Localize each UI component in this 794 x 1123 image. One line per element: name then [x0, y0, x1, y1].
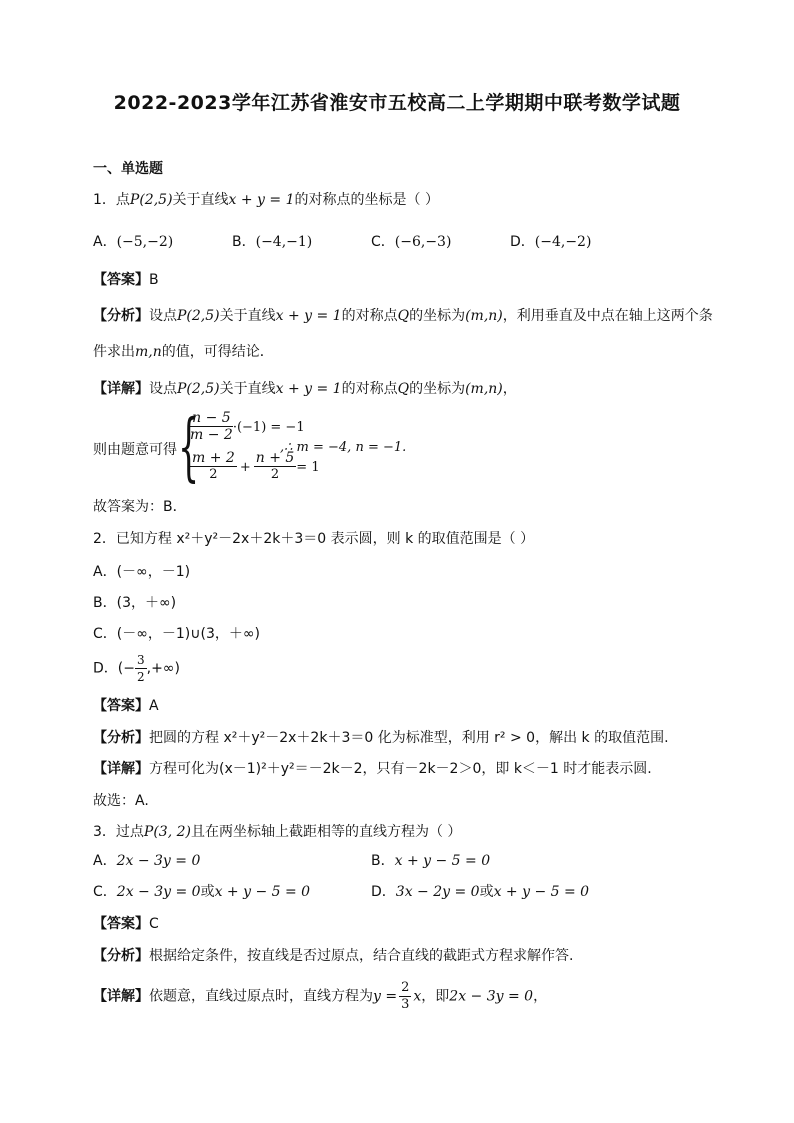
question-2-stem: 2．已知方程 x²＋y²－2x＋2k＋3＝0 表示圆，则 k 的取值范围是（ ）: [93, 531, 535, 547]
q3-analysis: 【分析】根据给定条件，按直线是否过原点，结合直线的截距式方程求解作答.: [93, 948, 574, 964]
q3-option-d: D．3x − 2y = 0或x + y − 5 = 0: [371, 884, 590, 900]
q1-option-b: B．(−4,−1): [232, 234, 313, 250]
analysis-tag: 【分析】: [93, 948, 149, 964]
q2-option-a: A．(－∞，－1): [93, 564, 191, 580]
answer-tag: 【答案】: [93, 698, 149, 714]
q3-detail: 【详解】依题意，直线过原点时，直线方程为y = $\frac{2}{3}$ x，即2x − 3y = 0，: [93, 980, 548, 1012]
q1-analysis-line2: 件求出m,n的值，可得结论．: [93, 344, 274, 360]
q2-detail: 【详解】方程可化为(x－1)²＋y²＝－2k－2，只有－2k－2＞0，即 k＜－1 时才能表示圆.: [93, 761, 652, 777]
q2-conclusion: 故选：A.: [93, 793, 149, 809]
q2-answer: 【答案】A: [93, 698, 159, 714]
detail-tag: 【详解】: [93, 761, 149, 777]
q2-option-b: B．(3，＋∞): [93, 595, 177, 611]
question-3-stem: 3．过点P(3, 2)且在两坐标轴上截距相等的直线方程为（ ）: [93, 824, 462, 840]
detail-tag: 【详解】: [93, 381, 149, 397]
q2-analysis: 【分析】把圆的方程 x²＋y²－2x＋2k＋3＝0 化为标准型，利用 r² > 0，解出 k 的取值范围.: [93, 730, 669, 746]
q1-system-eq2: $\frac{m + 2}{2}$ + $\frac{n + 5}{2}$ = 1: [192, 450, 320, 482]
analysis-tag: 【分析】: [93, 308, 149, 324]
q1-answer: 【答案】B: [93, 272, 159, 288]
q1-option-d: D．(−4,−2): [510, 234, 592, 250]
q2-option-c: C．(－∞，－1)∪(3，＋∞): [93, 626, 261, 642]
q1-stem-a: 1．点: [93, 192, 130, 208]
q2-option-d: D．(− $\frac{3}{2}$ ,+∞): [93, 653, 180, 684]
q3-option-a: A．2x − 3y = 0: [93, 853, 201, 869]
page-title: 2022-2023学年江苏省淮安市五校高二上学期期中联考数学试题: [113, 92, 681, 114]
section-heading: 一、单选题: [93, 161, 163, 177]
q1-system-result: ,∴ m = −4, n = −1.: [280, 440, 407, 455]
q1-stem-c: 的对称点的坐标是（ ）: [294, 192, 439, 208]
q1-analysis: 【分析】设点P(2,5)关于直线x + y = 1的对称点Q的坐标为(m,n)，利用垂直及中点在轴上这两个条: [93, 308, 713, 324]
q1-option-c: C．(−6,−3): [371, 234, 452, 250]
q3-option-c: C．2x − 3y = 0或x + y − 5 = 0: [93, 884, 311, 900]
q1-system-prefix: 则由题意可得: [93, 442, 177, 458]
q1-line: x + y = 1: [228, 192, 295, 208]
analysis-tag: 【分析】: [93, 730, 149, 746]
system-brace: {: [178, 404, 200, 490]
answer-tag: 【答案】: [93, 916, 149, 932]
q1-point: P(2,5): [129, 192, 173, 208]
q1-system-eq1: $\frac{n - 5}{m - 2}$ ·(−1) = −1: [190, 410, 305, 443]
q1-stem-b: 关于直线: [172, 192, 229, 208]
q3-option-b: B．x + y − 5 = 0: [371, 853, 491, 869]
q1-conclusion: 故答案为：B．: [93, 499, 187, 515]
answer-tag: 【答案】: [93, 272, 149, 288]
detail-tag: 【详解】: [93, 988, 149, 1005]
question-1-stem: [93, 191, 439, 209]
q3-answer: 【答案】C: [93, 916, 159, 932]
q1-option-a: A．(−5,−2): [93, 234, 174, 250]
q1-detail: 【详解】设点P(2,5)关于直线x + y = 1的对称点Q的坐标为(m,n)，: [93, 381, 517, 397]
